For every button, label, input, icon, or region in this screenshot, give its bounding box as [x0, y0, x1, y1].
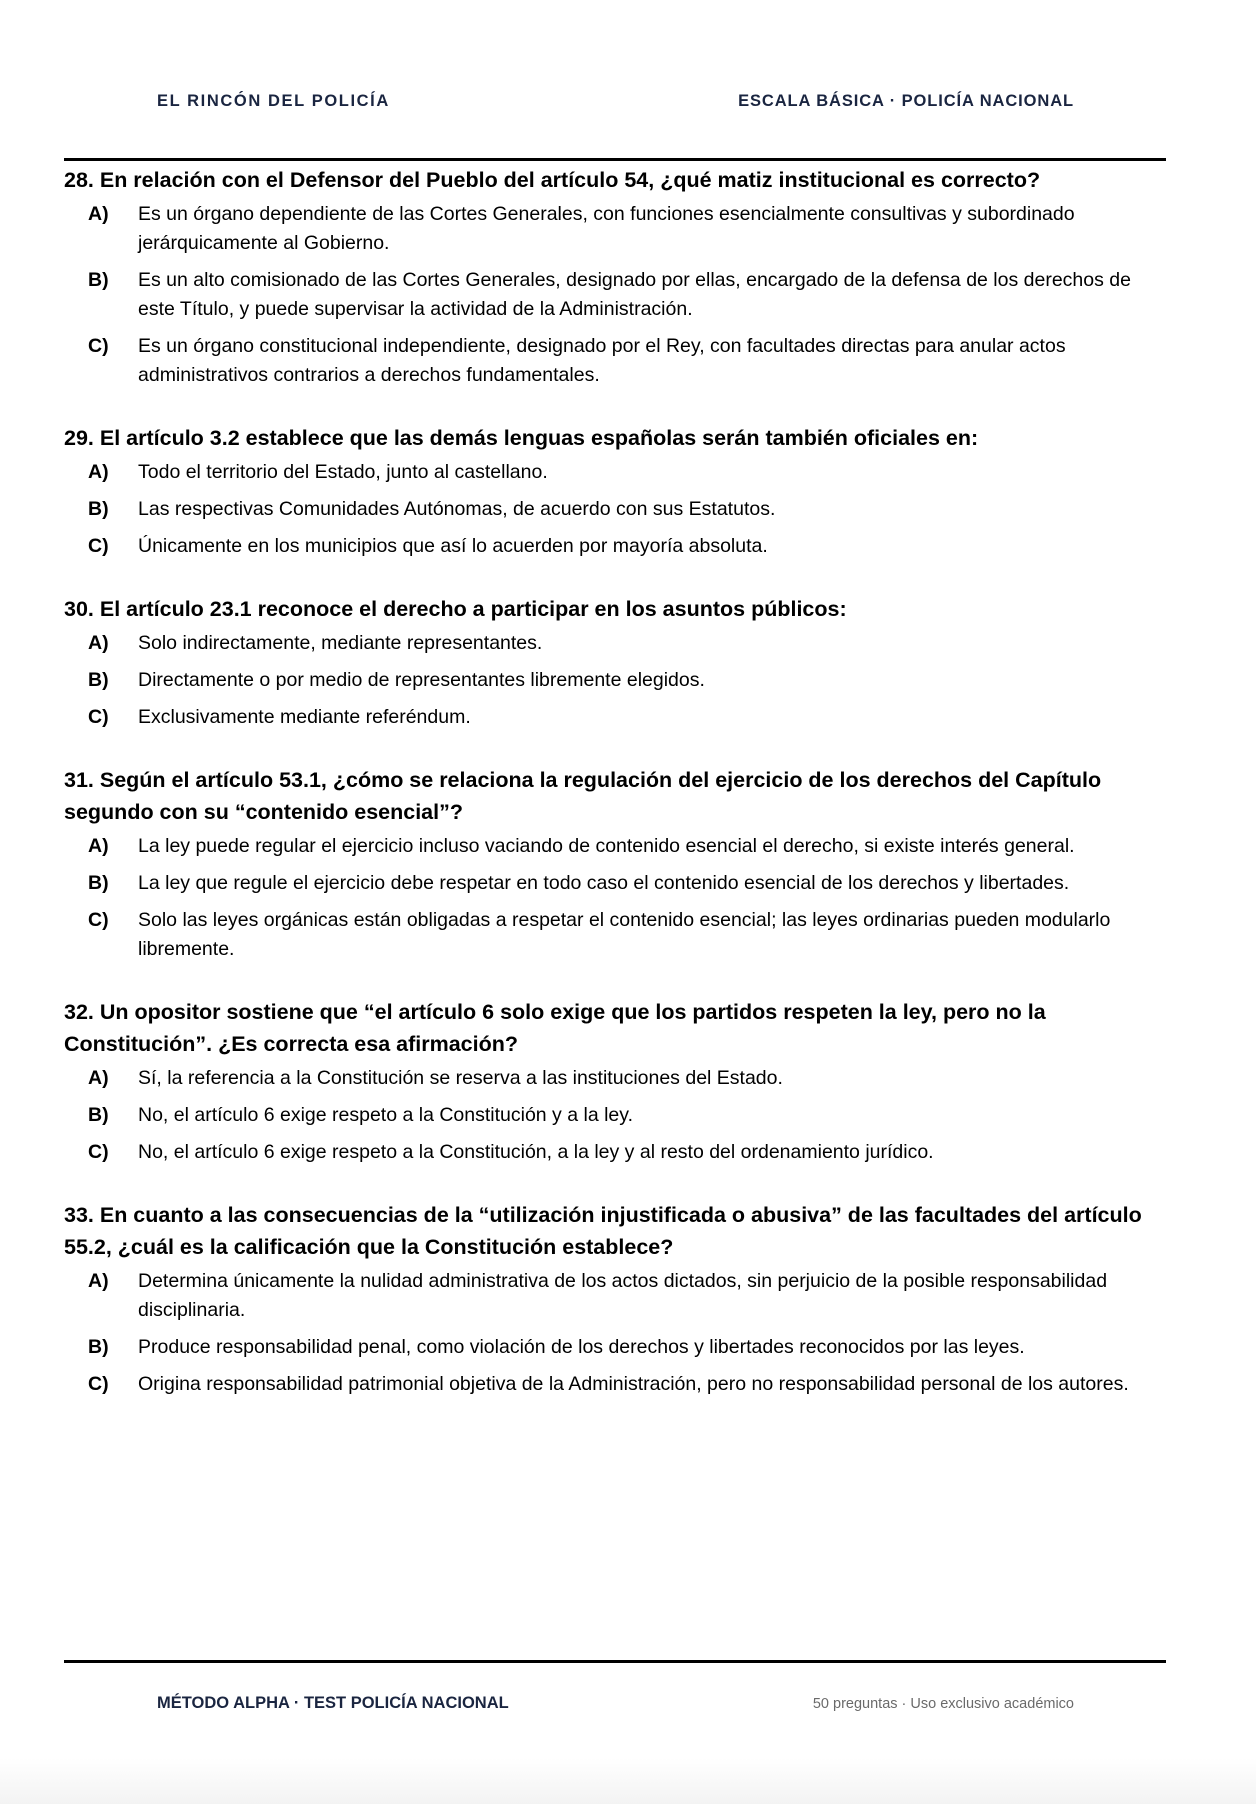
- option-letter: C): [88, 1141, 109, 1163]
- answer-option: [64, 1267, 1166, 1325]
- answer-option: [64, 869, 1166, 898]
- option-letter: A): [88, 632, 109, 654]
- answer-option: [64, 666, 1166, 695]
- answer-option: [64, 266, 1166, 324]
- option-text: No, el artículo 6 exige respeto a la Constitución, a la ley y al resto del ordenamiento jurídico.: [138, 1141, 934, 1163]
- option-letter: A): [88, 835, 109, 857]
- question-text: 31. Según el artículo 53.1, ¿cómo se relaciona la regulación del ejercicio de los derechos del Capítulo segundo con su “contenido esencial”?: [64, 768, 1102, 824]
- question-32: [64, 996, 1166, 1167]
- question-28: [64, 164, 1166, 390]
- answer-option: [64, 1370, 1166, 1399]
- answer-option: [64, 200, 1166, 258]
- option-letter: B): [88, 498, 109, 520]
- question-text: 29. El artículo 3.2 establece que las demás lenguas españolas serán también oficiales en:: [64, 426, 979, 450]
- question-29: [64, 422, 1166, 561]
- option-text: Solo indirectamente, mediante representantes.: [138, 632, 543, 654]
- answer-option: [64, 1138, 1166, 1167]
- option-text: Sí, la referencia a la Constitución se reserva a las instituciones del Estado.: [138, 1067, 783, 1089]
- header-scale: ESCALA BÁSICA · POLICÍA NACIONAL: [738, 92, 1074, 110]
- question-text: 32. Un opositor sostiene que “el artículo 6 solo exige que los partidos respeten la ley, pero no la Constitución”. ¿Es correcta esa afirmación?: [64, 1000, 1046, 1056]
- footer-divider: [64, 1660, 1166, 1663]
- option-text: Determina únicamente la nulidad administrativa de los actos dictados, sin perjuicio de la posible responsabilidad disciplinaria.: [138, 1270, 1108, 1321]
- option-text: Únicamente en los municipios que así lo acuerden por mayoría absoluta.: [138, 535, 768, 557]
- answer-option: [64, 495, 1166, 524]
- answer-option: [64, 458, 1166, 487]
- option-text: La ley que regule el ejercicio debe respetar en todo caso el contenido esencial de los derechos y libertades.: [138, 872, 1070, 894]
- option-letter: C): [88, 706, 109, 728]
- option-text: La ley puede regular el ejercicio incluso vaciando de contenido esencial el derecho, si existe interés general.: [138, 835, 1075, 857]
- option-letter: B): [88, 269, 109, 291]
- footer-method: MÉTODO ALPHA · TEST POLICÍA NACIONAL: [157, 1694, 509, 1712]
- option-letter: C): [88, 1373, 109, 1395]
- option-text: Es un órgano constitucional independiente, designado por el Rey, con facultades directas para anular actos administrativos contrarios a derechos fundamentales.: [138, 335, 1066, 386]
- option-letter: C): [88, 535, 109, 557]
- question-text: 28. En relación con el Defensor del Pueblo del artículo 54, ¿qué matiz institucional es correcto?: [64, 168, 1041, 192]
- option-letter: C): [88, 335, 109, 357]
- answer-option: [64, 906, 1166, 964]
- option-letter: A): [88, 203, 109, 225]
- option-letter: A): [88, 461, 109, 483]
- option-text: Es un alto comisionado de las Cortes Generales, designado por ellas, encargado de la defensa de los derechos de este Título, y puede supervisar la actividad de la Administración.: [138, 269, 1131, 320]
- option-text: Directamente o por medio de representantes libremente elegidos.: [138, 669, 705, 691]
- option-text: Produce responsabilidad penal, como violación de los derechos y libertades reconocidos por las leyes.: [138, 1336, 1025, 1358]
- page-header: [157, 92, 1074, 111]
- header-brand: EL RINCÓN DEL POLICÍA: [157, 92, 390, 110]
- answer-option: [64, 629, 1166, 658]
- option-text: Todo el territorio del Estado, junto al castellano.: [138, 461, 548, 483]
- answer-option: [64, 532, 1166, 561]
- option-text: Es un órgano dependiente de las Cortes Generales, con funciones esencialmente consultivas y subordinado jerárquicamente al Gobierno.: [138, 203, 1075, 254]
- option-text: No, el artículo 6 exige respeto a la Constitución y a la ley.: [138, 1104, 633, 1126]
- option-text: Solo las leyes orgánicas están obligadas a respetar el contenido esencial; las leyes ordinarias pueden modularlo libremente.: [138, 909, 1111, 960]
- option-text: Origina responsabilidad patrimonial objetiva de la Administración, pero no responsabilidad personal de los autores.: [138, 1373, 1129, 1395]
- question-text: 33. En cuanto a las consecuencias de la “utilización injustificada o abusiva” de las facultades del artículo 55.2, ¿cuál es la calificación que la Constitución establece?: [64, 1203, 1142, 1259]
- answer-option: [64, 1064, 1166, 1093]
- answer-option: [64, 332, 1166, 390]
- option-letter: A): [88, 1270, 109, 1292]
- answer-option: [64, 1101, 1166, 1130]
- answer-option: [64, 832, 1166, 861]
- option-letter: B): [88, 1336, 109, 1358]
- option-letter: B): [88, 1104, 109, 1126]
- question-text: 30. El artículo 23.1 reconoce el derecho a participar en los asuntos públicos:: [64, 597, 847, 621]
- option-text: Exclusivamente mediante referéndum.: [138, 706, 471, 728]
- option-text: Las respectivas Comunidades Autónomas, de acuerdo con sus Estatutos.: [138, 498, 776, 520]
- answer-option: [64, 1333, 1166, 1362]
- question-30: [64, 593, 1166, 732]
- option-letter: B): [88, 872, 109, 894]
- header-divider: [64, 158, 1166, 161]
- option-letter: A): [88, 1067, 109, 1089]
- footer-note: 50 preguntas · Uso exclusivo académico: [812, 1695, 1074, 1712]
- question-31: [64, 764, 1166, 964]
- page-bottom-shade: [0, 1758, 1256, 1804]
- option-letter: B): [88, 669, 109, 691]
- questions-list: [64, 164, 1166, 1431]
- question-33: [64, 1199, 1166, 1399]
- answer-option: [64, 703, 1166, 732]
- page-footer: [157, 1694, 1074, 1713]
- option-letter: C): [88, 909, 109, 931]
